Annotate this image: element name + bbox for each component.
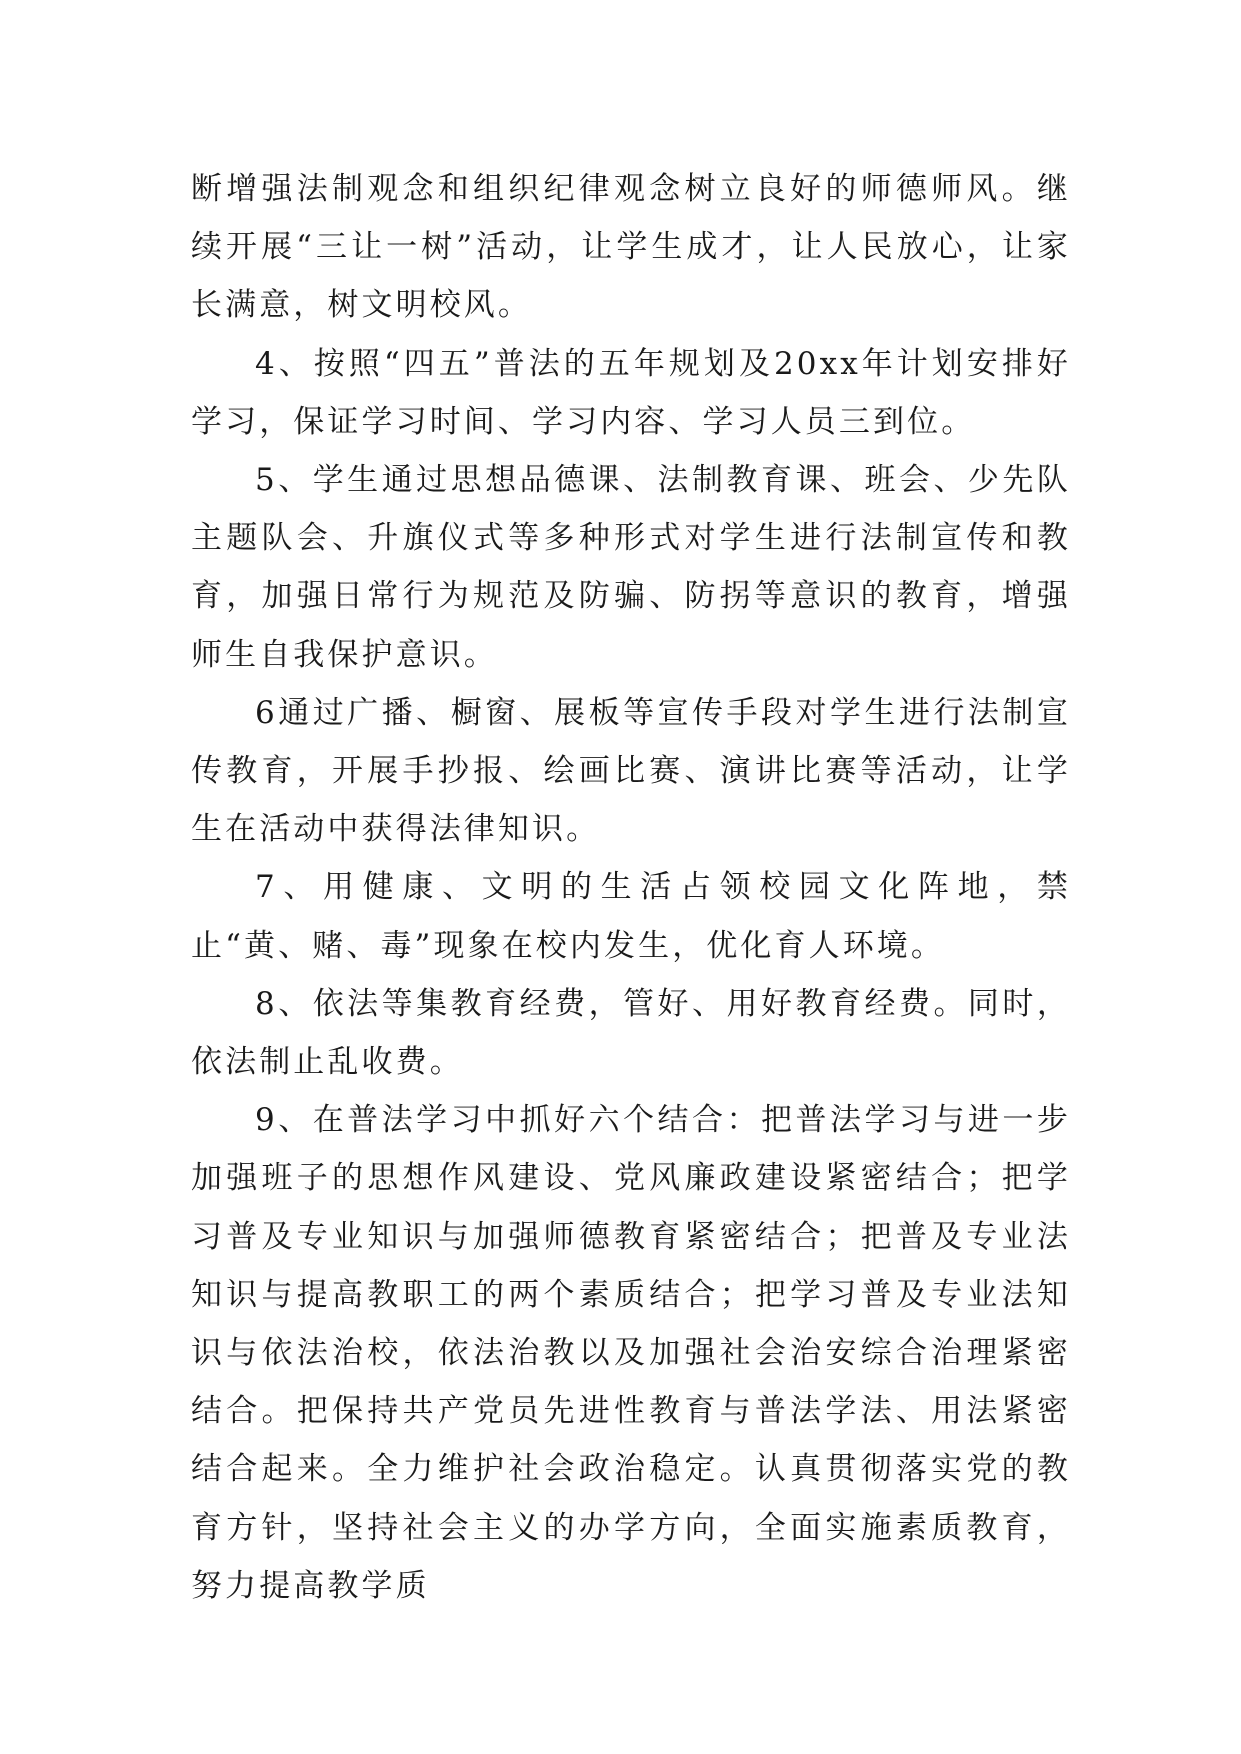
paragraph-item-6: 6通过广播、橱窗、展板等宣传手段对学生进行法制宣传教育，开展手抄报、绘画比赛、演讲比赛等活动，让学生在活动中获得法律知识。: [191, 694, 1071, 848]
paragraph-item-5: 5、学生通过思想品德课、法制教育课、班会、少先队主题队会、升旗仪式等多种形式对学生进行法制宣传和教育，加强日常行为规范及防骗、防拐等意识的教育，增强师生自我保护意识。: [191, 462, 1071, 673]
document-body: [191, 160, 1071, 1615]
paragraph-item-8: 8、依法等集教育经费，管好、用好教育经费。同时，依法制止乱收费。: [191, 985, 1071, 1081]
paragraph-continuation: 断增强法制观念和组织纪律观念树立良好的师德师风。继续开展“三让一树”活动，让学生成才，让人民放心，让家长满意，树文明校风。: [191, 171, 1071, 324]
paragraph-item-4: 4、按照“四五”普法的五年规划及20xx年计划安排好学习，保证学习时间、学习内容、学习人员三到位。: [191, 345, 1071, 440]
paragraph-item-7: 7、用健康、文明的生活占领校园文化阵地，禁止“黄、赌、毒”现象在校内发生，优化育人环境。: [191, 869, 1071, 964]
paragraph-item-9: 9、在普法学习中抓好六个结合：把普法学习与进一步加强班子的思想作风建设、党风廉政建设紧密结合；把学习普及专业知识与加强师德教育紧密结合；把普及专业法知识与提高教职工的两个素质结合；把学习普及专业法知识与依法治校，依法治教以及加强社会治安综合治理紧密结合。把保持共产党员先进性教育与普法学法、用法紧密结合起来。全力维护社会政治稳定。认真贯彻落实党的教育方针，坚持社会主义的办学方向，全面实施素质教育，努力提高教学质: [191, 1102, 1071, 1604]
